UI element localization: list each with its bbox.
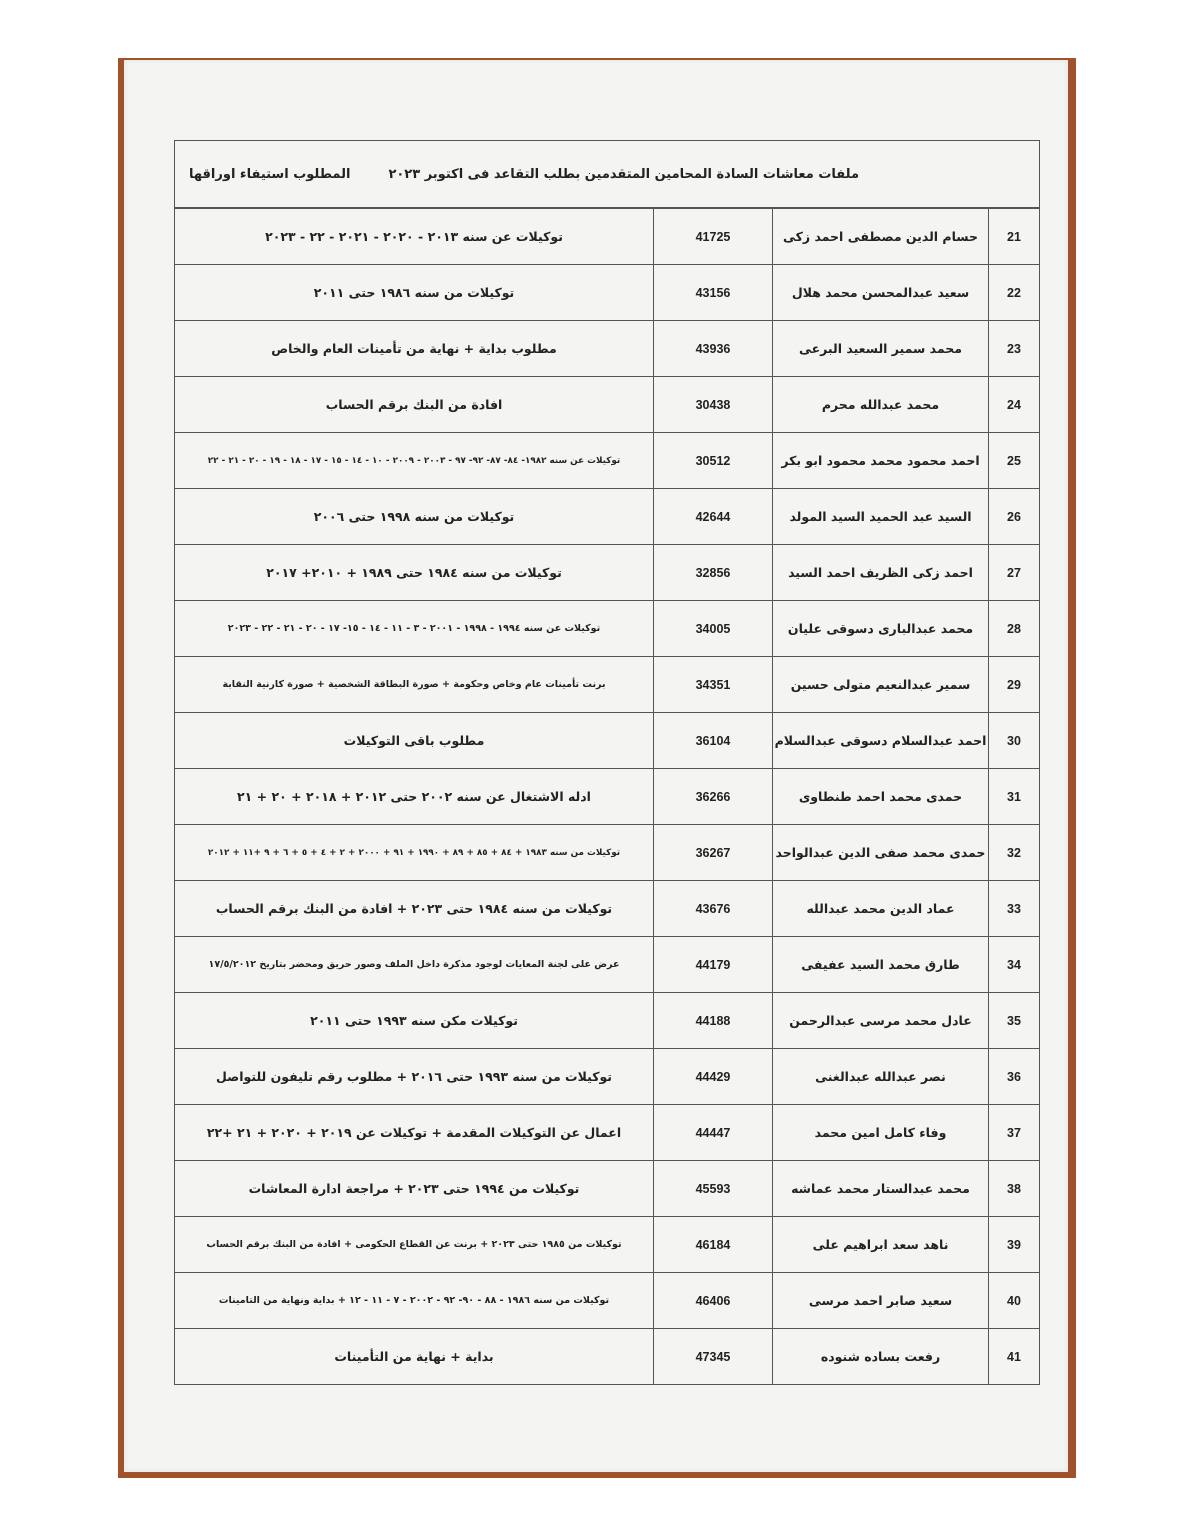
file-number: 46184 bbox=[654, 1217, 773, 1273]
row-number: 30 bbox=[989, 713, 1040, 769]
file-number: 45593 bbox=[654, 1161, 773, 1217]
row-number: 29 bbox=[989, 657, 1040, 713]
requirements-note: توكيلات من سنه ١٩٩٣ حتى ٢٠١٦ + مطلوب رقم تليفون للتواصل bbox=[175, 1049, 654, 1105]
file-number: 36104 bbox=[654, 713, 773, 769]
lawyer-name: احمد زكى الظريف احمد السيد bbox=[773, 545, 989, 601]
lawyer-name: عماد الدين محمد عبدالله bbox=[773, 881, 989, 937]
lawyer-name: حمدى محمد صفى الدين عبدالواحد bbox=[773, 825, 989, 881]
table-row bbox=[175, 713, 1040, 769]
requirements-note: توكيلات من سنه ١٩٨٤ حتى ١٩٨٩ + ٢٠١٠+ ٢٠١٧ bbox=[175, 545, 654, 601]
row-number: 23 bbox=[989, 321, 1040, 377]
row-number: 21 bbox=[989, 209, 1040, 265]
file-number: 36266 bbox=[654, 769, 773, 825]
requirements-note: توكيلات من سنه ١٩٨٦ - ٨٨ - ٩٠- ٩٢ - ٢٠٠٢ - ٧ - ١١ - ١٢ + بداية ونهاية من التامينات bbox=[175, 1273, 654, 1329]
document-sheet bbox=[174, 140, 1040, 1450]
row-number: 22 bbox=[989, 265, 1040, 321]
file-number: 43156 bbox=[654, 265, 773, 321]
file-number: 43936 bbox=[654, 321, 773, 377]
table-row bbox=[175, 209, 1040, 265]
row-number: 28 bbox=[989, 601, 1040, 657]
table-row bbox=[175, 1273, 1040, 1329]
lawyer-name: طارق محمد السيد عفيفى bbox=[773, 937, 989, 993]
requirements-note: بداية + نهاية من التأمينات bbox=[175, 1329, 654, 1385]
row-number: 33 bbox=[989, 881, 1040, 937]
requirements-note: اعمال عن التوكيلات المقدمة + توكيلات عن ٢٠١٩ + ٢٠٢٠ + ٢١ +٢٢ bbox=[175, 1105, 654, 1161]
lawyer-name: محمد عبدالبارى دسوقى عليان bbox=[773, 601, 989, 657]
requirements-note: افادة من البنك برقم الحساب bbox=[175, 377, 654, 433]
title-required: المطلوب استيفاء اوراقها bbox=[188, 166, 351, 182]
lawyer-name: ناهد سعد ابراهيم على bbox=[773, 1217, 989, 1273]
row-number: 31 bbox=[989, 769, 1040, 825]
row-number: 34 bbox=[989, 937, 1040, 993]
lawyers-table bbox=[174, 208, 1040, 1385]
file-number: 42644 bbox=[654, 489, 773, 545]
row-number: 32 bbox=[989, 825, 1040, 881]
lawyer-name: احمد محمود محمد محمود ابو بكر bbox=[773, 433, 989, 489]
lawyer-name: محمد عبدالستار محمد عماشه bbox=[773, 1161, 989, 1217]
file-number: 32856 bbox=[654, 545, 773, 601]
requirements-note: مطلوب باقى التوكيلات bbox=[175, 713, 654, 769]
table-row bbox=[175, 321, 1040, 377]
requirements-note: توكيلات من ١٩٩٤ حتى ٢٠٢٣ + مراجعة ادارة المعاشات bbox=[175, 1161, 654, 1217]
table-row bbox=[175, 657, 1040, 713]
requirements-note: توكيلات من سنه ١٩٩٨ حتى ٢٠٠٦ bbox=[175, 489, 654, 545]
table-row bbox=[175, 769, 1040, 825]
file-number: 34351 bbox=[654, 657, 773, 713]
row-number: 38 bbox=[989, 1161, 1040, 1217]
lawyer-name: نصر عبدالله عبدالغنى bbox=[773, 1049, 989, 1105]
row-number: 27 bbox=[989, 545, 1040, 601]
table-row bbox=[175, 265, 1040, 321]
requirements-note: توكيلات من سنه ١٩٨٦ حتى ٢٠١١ bbox=[175, 265, 654, 321]
row-number: 26 bbox=[989, 489, 1040, 545]
lawyer-name: حسام الدين مصطفى احمد زكى bbox=[773, 209, 989, 265]
requirements-note: توكيلات عن سنه ١٩٨٢- ٨٤- ٨٧- ٩٢- ٩٧ - ٢٠٠٣ - ٢٠٠٩ - ١٠ - ١٤ - ١٥ - ١٧ - ١٨ - ١٩ - ٢٠ - ٢١ - ٢٢ bbox=[175, 433, 654, 489]
table-row bbox=[175, 881, 1040, 937]
lawyer-name: حمدى محمد احمد طنطاوى bbox=[773, 769, 989, 825]
file-number: 30438 bbox=[654, 377, 773, 433]
table-row bbox=[175, 433, 1040, 489]
requirements-note: توكيلات من سنه ١٩٨٣ + ٨٤ + ٨٥ + ٨٩ + ١٩٩٠ + ٩١ + ٢٠٠٠ + ٢ + ٤ + ٥ + ٦ + ٩ +١١ + ٢٠١٢ bbox=[175, 825, 654, 881]
requirements-note: توكيلات عن سنه ١٩٩٤ - ١٩٩٨ - ٢٠٠١ - ٣ - ١١ - ١٤ - ١٥- ١٧ - ٢٠ - ٢١ - ٢٢ - ٢٠٢٣ bbox=[175, 601, 654, 657]
lawyer-name: السيد عبد الحميد السيد المولد bbox=[773, 489, 989, 545]
lawyer-name: محمد عبدالله محرم bbox=[773, 377, 989, 433]
file-number: 43676 bbox=[654, 881, 773, 937]
requirements-note: توكيلات مكن سنه ١٩٩٣ حتى ٢٠١١ bbox=[175, 993, 654, 1049]
row-number: 37 bbox=[989, 1105, 1040, 1161]
table-row bbox=[175, 601, 1040, 657]
file-number: 41725 bbox=[654, 209, 773, 265]
table-row bbox=[175, 489, 1040, 545]
table-row bbox=[175, 1217, 1040, 1273]
row-number: 35 bbox=[989, 993, 1040, 1049]
row-number: 25 bbox=[989, 433, 1040, 489]
requirements-note: توكيلات عن سنه ٢٠١٣ - ٢٠٢٠ - ٢٠٢١ - ٢٢ - ٢٠٢٣ bbox=[175, 209, 654, 265]
file-number: 44179 bbox=[654, 937, 773, 993]
file-number: 44188 bbox=[654, 993, 773, 1049]
file-number: 46406 bbox=[654, 1273, 773, 1329]
requirements-note: مطلوب بداية + نهاية من تأمينات العام والخاص bbox=[175, 321, 654, 377]
table-row bbox=[175, 825, 1040, 881]
row-number: 24 bbox=[989, 377, 1040, 433]
table-row bbox=[175, 993, 1040, 1049]
title-main: ملفات معاشات السادة المحامين المتقدمين بطلب التقاعد فى اكتوبر ٢٠٢٣ bbox=[388, 166, 859, 182]
table-row bbox=[175, 937, 1040, 993]
row-number: 41 bbox=[989, 1329, 1040, 1385]
requirements-note: عرض على لجنة المعايات لوجود مذكرة داخل الملف وصور حريق ومحضر بتاريخ ١٧/٥/٢٠١٢ bbox=[175, 937, 654, 993]
table-row bbox=[175, 1105, 1040, 1161]
lawyer-name: رفعت بساده شنوده bbox=[773, 1329, 989, 1385]
table-row bbox=[175, 1161, 1040, 1217]
table-row bbox=[175, 545, 1040, 601]
file-number: 36267 bbox=[654, 825, 773, 881]
file-number: 47345 bbox=[654, 1329, 773, 1385]
requirements-note: توكيلات من سنه ١٩٨٤ حتى ٢٠٢٣ + افادة من البنك برقم الحساب bbox=[175, 881, 654, 937]
file-number: 30512 bbox=[654, 433, 773, 489]
row-number: 36 bbox=[989, 1049, 1040, 1105]
lawyer-name: سعيد عبدالمحسن محمد هلال bbox=[773, 265, 989, 321]
document-title bbox=[174, 140, 1040, 208]
table-row bbox=[175, 1329, 1040, 1385]
row-number: 39 bbox=[989, 1217, 1040, 1273]
requirements-note: برنت تأمينات عام وخاص وحكومة + صورة البطاقة الشخصية + صورة كارنية النقابة bbox=[175, 657, 654, 713]
table-row bbox=[175, 377, 1040, 433]
requirements-note: ادله الاشتغال عن سنه ٢٠٠٢ حتى ٢٠١٢ + ٢٠١٨ + ٢٠ + ٢١ bbox=[175, 769, 654, 825]
table-row bbox=[175, 1049, 1040, 1105]
lawyer-name: محمد سمير السعيد البرعى bbox=[773, 321, 989, 377]
file-number: 44429 bbox=[654, 1049, 773, 1105]
lawyer-name: وفاء كامل امين محمد bbox=[773, 1105, 989, 1161]
lawyer-name: سمير عبدالنعيم متولى حسين bbox=[773, 657, 989, 713]
lawyer-name: احمد عبدالسلام دسوقى عبدالسلام bbox=[773, 713, 989, 769]
row-number: 40 bbox=[989, 1273, 1040, 1329]
lawyer-name: سعيد صابر احمد مرسى bbox=[773, 1273, 989, 1329]
lawyer-name: عادل محمد مرسى عبدالرحمن bbox=[773, 993, 989, 1049]
file-number: 44447 bbox=[654, 1105, 773, 1161]
requirements-note: توكيلات من ١٩٨٥ حتى ٢٠٢٣ + برنت عن القطاع الحكومى + افادة من البنك برقم الحساب bbox=[175, 1217, 654, 1273]
file-number: 34005 bbox=[654, 601, 773, 657]
